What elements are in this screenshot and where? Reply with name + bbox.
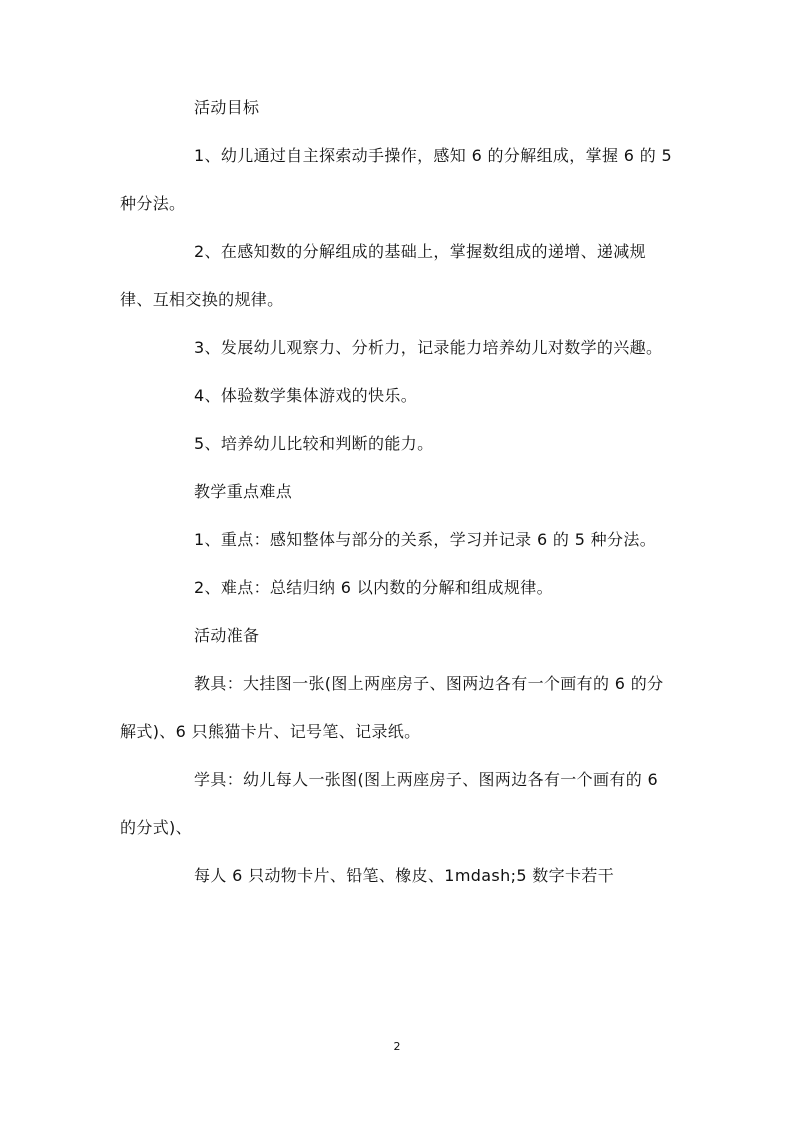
section-heading-activity-goals: 活动目标 [194, 98, 260, 117]
section-heading-preparation: 活动准备 [194, 626, 260, 645]
preparation-paragraph-3: 每人 6 只动物卡片、铅笔、橡皮、1mdash;5 数字卡若干 [194, 866, 615, 885]
goal-paragraph-1: 1、幼儿通过自主探索动手操作，感知 6 的分解组成，掌握 6 的 5 种分法。 [120, 146, 673, 213]
goal-paragraph-5: 5、培养幼儿比较和判断的能力。 [194, 434, 434, 453]
document-body [120, 84, 676, 900]
preparation-paragraph-2: 学具：幼儿每人一张图(图上两座房子、图两边各有一个画有的 6 的分式)、 [120, 770, 659, 837]
preparation-paragraph-1: 教具：大挂图一张(图上两座房子、图两边各有一个画有的 6 的分解式)、6 只熊猫卡片、记号笔、记录纸。 [120, 674, 664, 741]
goal-paragraph-3: 3、发展幼儿观察力、分析力，记录能力培养幼儿对数学的兴趣。 [194, 338, 663, 357]
goal-paragraph-4: 4、体验数学集体游戏的快乐。 [194, 386, 418, 405]
page-number: 2 [393, 1040, 401, 1053]
key-point-paragraph-1: 1、重点：感知整体与部分的关系，学习并记录 6 的 5 种分法。 [194, 530, 657, 549]
key-point-paragraph-2: 2、难点：总结归纳 6 以内数的分解和组成规律。 [194, 578, 553, 597]
goal-paragraph-2: 2、在感知数的分解组成的基础上，掌握数组成的递增、递减规律、互相交换的规律。 [120, 242, 646, 309]
section-heading-key-points: 教学重点难点 [194, 482, 293, 501]
